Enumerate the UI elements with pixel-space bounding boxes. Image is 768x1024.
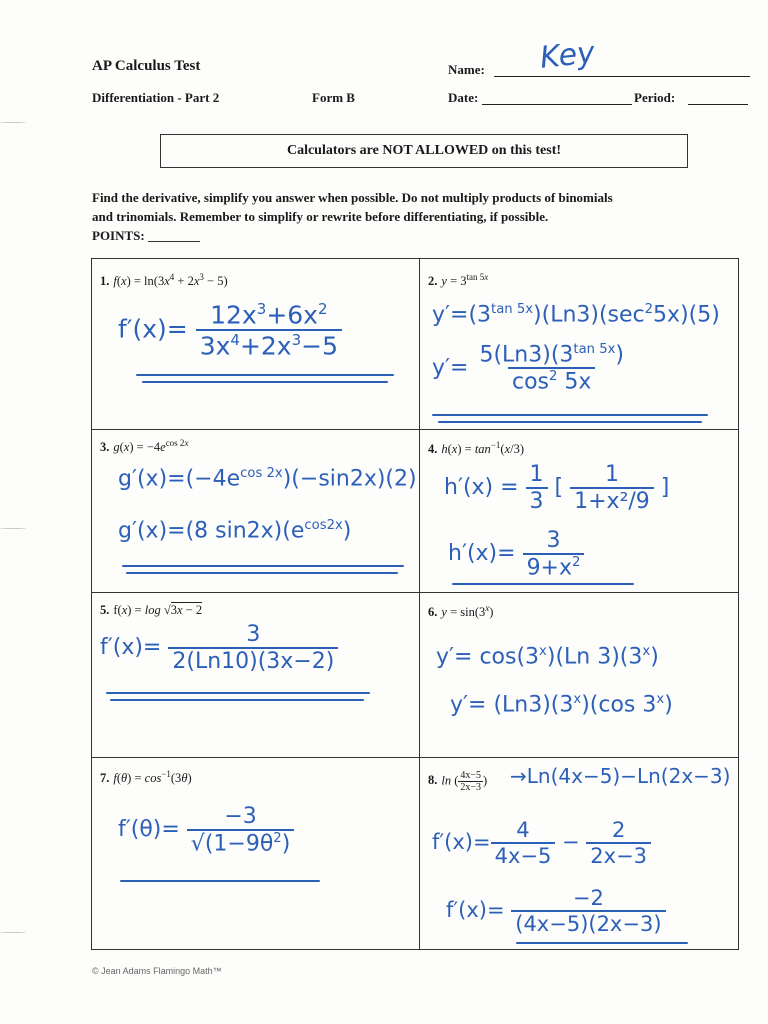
punch-mark (0, 528, 26, 529)
test-form: Form B (312, 90, 355, 105)
date-underline (482, 104, 632, 105)
points-label: POINTS: ________ (92, 228, 200, 243)
problem-8-question: 8. ln ( $\frac{4x-5}{2x-3}$ ) (428, 770, 488, 793)
problem-6-answer-line-2: $y'= (Ln3)(3^x)(\cos$ 3$^x$) (450, 692, 673, 718)
period-label: Period: (634, 90, 676, 105)
problem-7-question: 7. $f(\theta) = \cos^{-1}(3\theta)$ (100, 769, 192, 786)
date-label: Date: (448, 90, 479, 105)
test-subtitle: Differentiation - Part 2 (92, 90, 220, 105)
answer-2-underline-2 (438, 421, 702, 423)
name-label: Name: (448, 62, 485, 77)
answer-7-underline (120, 880, 320, 882)
problem-3-answer-line-2: g′(x)=(8 $\sin 2x)(e^{cos2x})$ (118, 518, 352, 544)
problem-8-answer-line-3: f′(x)= $\frac{-2}{(4x-5)(2x-3)}$ (446, 886, 666, 936)
problem-3-question: 3. $g(x) = -4e^{cos 2x}$ (100, 438, 189, 455)
problem-1-answer: f′(x)= $\frac{12x^3+6x^2}{3x^4+2x^3-5}$ (118, 300, 342, 361)
problem-4-answer-line-2: h′(x)= $\frac{3}{9+x^2}$ (448, 528, 584, 580)
calculator-warning: Calculators are NOT ALLOWED on this test! (160, 134, 688, 168)
period-underline (688, 104, 748, 105)
answer-4-underline (452, 583, 634, 585)
answer-8-underline (516, 942, 688, 944)
name-value: Key (538, 35, 597, 76)
answer-5-underline-2 (110, 699, 364, 701)
instructions (92, 188, 742, 245)
problem-7-answer: f′(θ)= $\frac{-3}{√(1-9\theta^2)}$ (118, 804, 294, 856)
copyright-footer: © Jean Adams Flamingo Math™ (92, 966, 222, 976)
problem-8-answer-line-2: f′(x)= $\frac{4}{4x-5}$ − $\frac{2}{2x-3}$ (432, 818, 651, 868)
answer-3-underline-2 (126, 572, 398, 574)
problem-2-answer-line-1: $y'=(3^{tan 5x})(Ln3)(\sec^25x)(5)$ (432, 302, 720, 328)
answer-2-underline (432, 414, 708, 416)
punch-mark (0, 932, 26, 933)
instructions-line-2: and trinomials. Remember to simplify or rewrite before differentiating, if possible. (92, 209, 549, 224)
problem-6-question: 6. $y = \sin(3^x)$ (428, 603, 494, 620)
grid-divider-row-2 (91, 592, 739, 593)
problem-2-question: 2. $y = 3^{tan 5x}$ (428, 272, 489, 289)
answer-1-underline (136, 374, 394, 376)
grid-divider-vertical (419, 258, 420, 950)
problem-5-answer: f′(x)= $\frac{3}{2(Ln10)(3x-2)}$ (100, 622, 338, 674)
problem-4-question: 4. $h(x) = \tan^{-1}(x/3)$ (428, 440, 525, 457)
grid-divider-row-1 (91, 429, 739, 430)
answer-5-underline (106, 692, 370, 694)
instructions-line-1: Find the derivative, simplify you answer when possible. Do not multiply products of binomials (92, 190, 613, 205)
punch-mark (0, 122, 26, 123)
problem-2-answer-line-2: y′= $\frac{5(Ln3)(3^{tan 5x})}{\cos^2 5x}$ (432, 342, 624, 395)
answer-3-underline (122, 565, 404, 567)
grid-divider-row-3 (91, 757, 739, 758)
problem-3-answer-line-1: $g'(x)=(-4e^{cos 2x})(-\sin 2x)(2)$ (118, 466, 417, 492)
test-title: AP Calculus Test (92, 58, 201, 74)
problem-6-answer-line-1: $y'= \cos(3^x)(Ln$ 3)(3$^x$) (436, 644, 659, 670)
problem-4-answer-line-1: h′(x) = $\frac{1}{3}$ [ $\frac{1}{\text{1+x²/9}}$ ] (444, 462, 670, 514)
problem-5-question: 5. f(x) = log √3x − 2 (100, 603, 203, 617)
name-underline (494, 76, 750, 77)
problem-1-question: 1. $f(x) = \ln(3x^4 + 2x^3 - 5)$ (100, 272, 228, 289)
problem-8-answer-line-1: →Ln(4x−5)−Ln(2x−3) (510, 764, 731, 788)
answer-1-underline-2 (142, 381, 388, 383)
